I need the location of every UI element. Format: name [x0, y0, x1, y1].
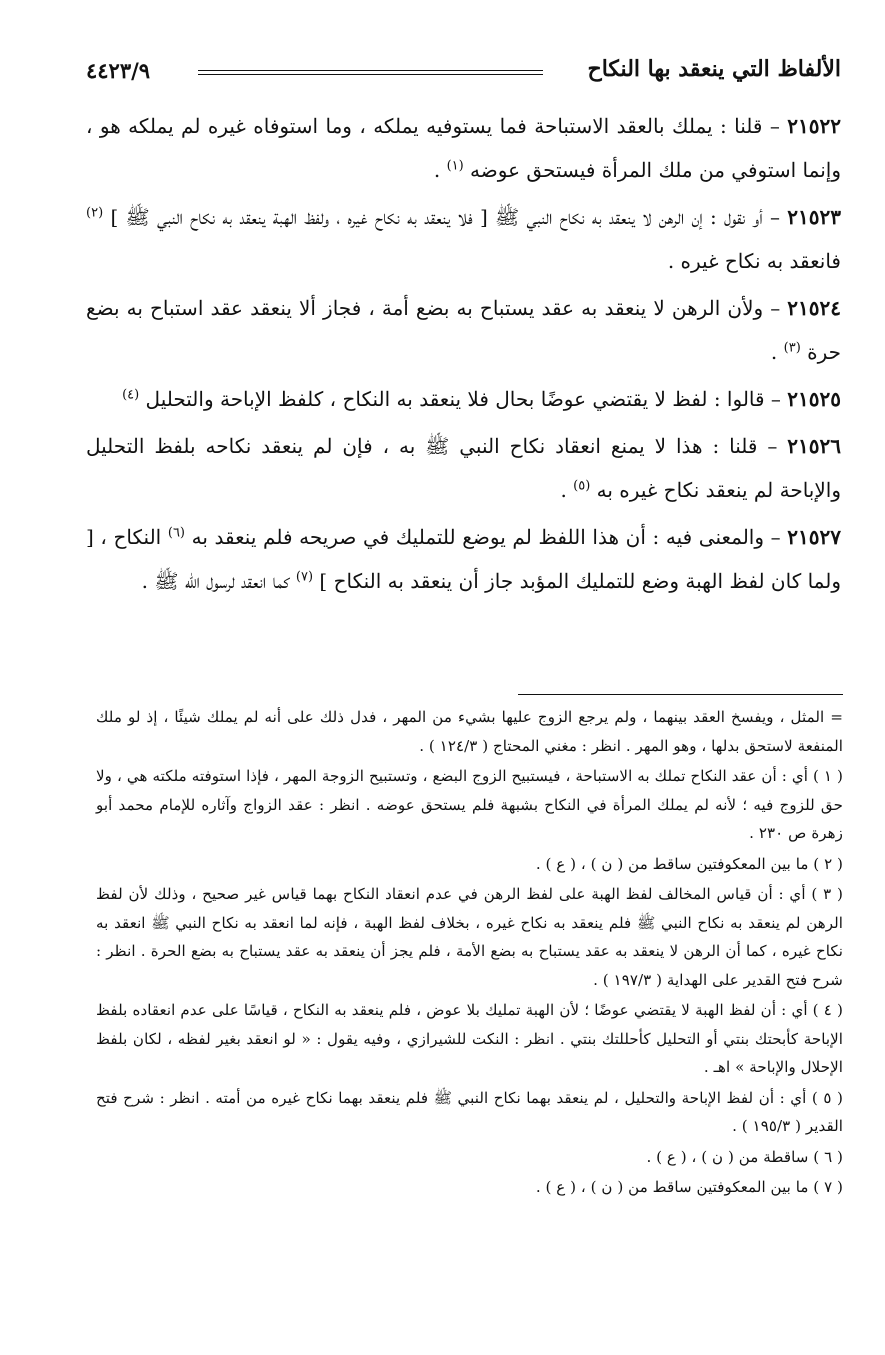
footnotes	[96, 703, 843, 1204]
footnote-separator	[518, 694, 843, 695]
paragraph	[86, 424, 841, 512]
paragraph	[86, 286, 841, 374]
header-rule	[198, 70, 543, 75]
footnote: ( ٥ ) أي : أن لفظ الإباحة والتحليل ، لم ينعقد بهما نكاح النبي ﷺ فلم ينعقد بهما نكاح غيره من أمته . انظر : شرح فتح القدير ( ١٩٥/٣ ) .	[96, 1088, 843, 1135]
footnote: ( ٧ ) ما بين المعكوفتين ساقط من ( ن ) ، ( ع ) .	[535, 1178, 843, 1196]
paragraph-text: – والمعنى فيه : أن هذا اللفظ لم يوضع للتمليك في صريحه فلم ينعقد به	[185, 525, 788, 549]
footnote: ( ٦ ) ساقطة من ( ن ) ، ( ع ) .	[646, 1147, 843, 1166]
paragraph	[86, 195, 841, 283]
paragraph-number: ٢١٥٢٥	[787, 387, 841, 411]
paragraph-number: ٢١٥٢٧	[787, 525, 841, 549]
footnote: ( ٤ ) أي : أن لفظ الهبة لا يقتضي عوضًا ؛ لأن الهبة تمليك بلا عوض ، فلم ينعقد به النكاح ، قياسًا على عدم انعقاده بلفظ الإباحة كأبحتك بنتي أو التحليل كأحللتك بنتي . انظر : النكت للشيرازي ، وفيه يقول : « لو انعقد بغير لفظه ، لكان بلفظ الإحلال والإباحة » اهـ .	[96, 1001, 843, 1076]
footnote: ( ١ ) أي : أن عقد النكاح تملك به الاستباحة ، فيستبيح الزوج البضع ، وتستبيح الزوجة المهر ، فإذا استوفته ملكته هي ، ولا حق للزوج فيه ؛ لأنه لم يملك المرأة في النكاح بشبهة فلم يستحق عوضه . انظر : عقد الزواج وآثاره للإمام محمد أبو زهرة ص ٢٣٠ .	[96, 767, 843, 842]
chapter-title: الألفاظ التي ينعقد بها النكاح	[587, 56, 841, 82]
paragraph-tail: فانعقد به نكاح غيره .	[667, 249, 841, 273]
paragraph-number: ٢١٥٢٢	[787, 114, 841, 138]
footnote: = المثل ، ويفسخ العقد بينهما ، ولم يرجع الزوج عليها بشيء من المهر ، فدل ذلك على أنه لم يملك شيئًا ، إذ لو ملك المنفعة لاستحق بدلها ، وهو المهر . انظر : مغني المحتاج ( ١٢٤/٣ ) .	[96, 708, 843, 755]
footnote-ref: (٤)	[122, 387, 140, 403]
paragraph-text: – ولأن الرهن لا ينعقد به عقد يستباح به بضع أمة ، فجاز ألا ينعقد عقد استباح به بضع حرة	[86, 296, 841, 364]
footnote-ref: (١)	[446, 158, 464, 174]
footnote-ref: (٣)	[783, 340, 801, 356]
main-text	[86, 104, 841, 606]
paragraph-number: ٢١٥٢٦	[787, 434, 842, 458]
footnote-ref: (٦)	[167, 525, 185, 541]
footnote-ref: (٧)	[295, 569, 314, 585]
paragraph-tail: .	[433, 158, 447, 182]
paragraph-text: – قالوا : لفظ لا يقتضي عوضًا بحال فلا ينعقد به النكاح ، كلفظ الإباحة والتحليل	[139, 387, 788, 411]
paragraph	[86, 515, 841, 603]
footnote: ( ٢ ) ما بين المعكوفتين ساقط من ( ن ) ، ( ع ) .	[535, 854, 843, 873]
paragraph-number: ٢١٥٢٣	[787, 205, 842, 229]
paragraph	[86, 104, 841, 192]
paragraph-text: – قلنا : يملك بالعقد الاستباحة فما يستوفيه يملكه ، وما استوفاه غيره لم يملكه هو ، وإنما استوفي من ملك المرأة فيستحق عوضه	[86, 114, 841, 182]
page-number: ٤٤٢٣/٩	[86, 58, 151, 83]
paragraph-text: – أو نقول : إن الرهن لا ينعقد به نكاح النبي ﷺ [ فلا ينعقد به نكاح غيره ، ولفظ الهبة ينعقد به نكاح النبي ﷺ ]	[103, 205, 788, 229]
footnote: ( ٣ ) أي : أن قياس المخالف لفظ الهبة على لفظ الرهن في عدم انعقاد النكاح بهما قياس غير صحيح ، وذلك لأن لفظ الرهن لم ينعقد به نكاح النبي ﷺ فلم ينعقد به نكاح غيره ، بخلاف لفظ الهبة ، فإنه لما انعقد به نكاح النبي ﷺ انعقد به نكاح غيره ، كما أن الرهن لا ينعقد به عقد يستباح به بضع الأمة ، فلم يجز أن ينعقد به عقد يستباح به بضع الحرة . انظر : شرح فتح القدير على الهداية ( ١٩٧/٣ ) .	[96, 885, 843, 989]
paragraph-tail: النكاح ، [ ولما كان لفظ الهبة وضع للتمليك المؤبد جاز أن ينعقد به النكاح ]	[86, 525, 841, 593]
footnote-ref: (٢)	[86, 205, 104, 221]
paragraph-tail: .	[560, 478, 574, 502]
paragraph-tail: كما انعقد لرسول الله ﷺ .	[141, 569, 296, 593]
paragraph	[86, 377, 841, 421]
running-header	[86, 52, 841, 96]
paragraph-tail: .	[770, 340, 784, 364]
footnote-ref: (٥)	[573, 478, 591, 494]
paragraph-text: – قلنا : هذا لا يمنع انعقاد نكاح النبي ﷺ به ، فإن لم ينعقد نكاحه بلفظ التحليل والإباحة لم ينعقد نكاح غيره به	[86, 434, 841, 502]
paragraph-number: ٢١٥٢٤	[787, 296, 841, 320]
